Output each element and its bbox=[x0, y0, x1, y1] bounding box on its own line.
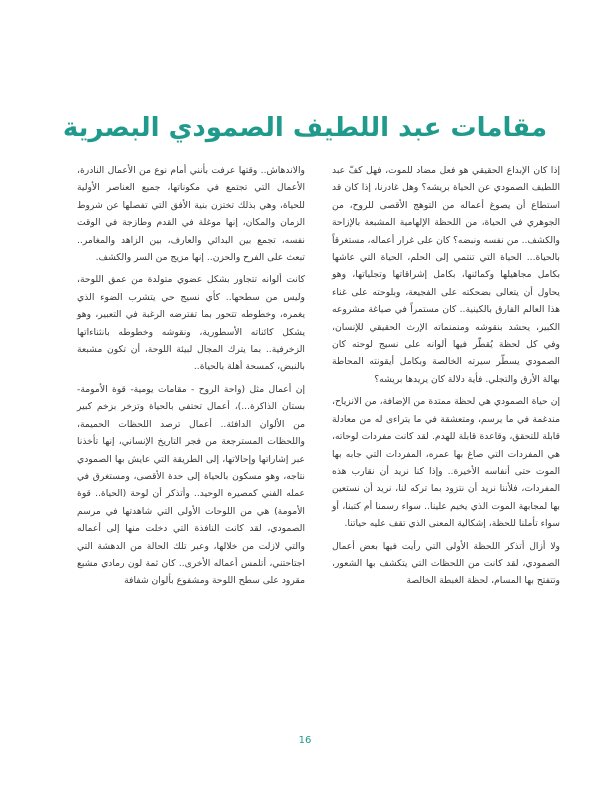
paragraph: والاندهاش.. وقتها عرفت بأنني أمام نوع من الأعمال النادرة، الأعمال التي تجتمع في مكوناتها، جميع العناصر الأولية للحياة، وهي بذلك تختزن بنية الأفق التي تفصلها عن شروط الزمان والمكان، إنها موغلة في القدم وطازجة في الوقت نفسه، تجمع بين البدائي والعارف، بين الزاهد والمغامر.. تبعث على الفرح والحزن.. إنها مزيج من السر والكشف. bbox=[77, 165, 305, 264]
page-title: مقامات عبد اللطيف الصمودي البصرية bbox=[62, 113, 548, 143]
paragraph: إن حياة الصمودي هي لحظة ممتدة من الإضافة، من الانزياح، مندغمة في ما يرسم، ومتعشقة في ما يتراءى له من معادلة قابلة للتحقق، وقاعدة قابلة للهدم. لقد كانت مفردات لوحاته، هي المفردات التي صاغ بها عمره، المفردات التي جابه بها الموت حتى أنفاسه الأخيرة.. وإذا كنا نريد أن نقارب هذه المفردات، فلأننا نريد أن نتزود بما تركه لنا، نريد أن نستعين بها لمجابهة الموت الذي يخيم علينا.. سواء رسمنا أم كتبنا، أو سواء تأملنا للحظة، إشكالية المعنى الذي تقف عليه حياتنا. bbox=[332, 396, 560, 530]
page-number: 16 bbox=[298, 735, 312, 746]
paragraph: كانت ألوانه تتجاور بشكل عضوي متولدة من عمق اللوحة، وليس من سطحها.. كأي نسيج حي يتشرب الضوء الذي يغمره، وخطوطه تتحور بما تفترضه الرغبة في التعبير، وهو يشكل كائناته الأسطورية، ونقوشه وخطوطه بانثناءاتها الزخرفية.. بما يترك المجال لبيئة اللوحة، أن تكون مشبعة بالنبض، كمسحة أهلة بالحياة.. bbox=[77, 274, 305, 373]
text-column-left bbox=[77, 162, 305, 595]
paragraph: إن أعمال مثل (واحة الروح - مقامات يومية- قوة الأمومة- بستان الذاكرة...)، أعمال تحتفي بالحياة وتزخر بزخم كبير من الألوان الدافئة.. أعمال ترصد اللحظات الحميمة، واللحظات المسترجعة من فجر التاريخ الإنساني، إنها تأخذنا عبر إشاراتها وإحالاتها، إلى الطريقة التي عايش بها الصمودي نتاجه، وهو مسكون بالحياة إلى حدة الأقصى، ومستغرق في عمله الفني كمصيره الوحيد.. وأتذكر أن لوحة (الحياة.. قوة الأمومة) هي من اللوحات الأولى التي شاهدتها في مرسم الصمودي، لقد كانت النافذة التي دخلت منها إلى أعماله والتي لازلت من خلالها، وعبر تلك الحالة من الدهشة التي اجتاحتني، أتلمس أعماله الأخرى.. كان ثمة لون رمادي مشبع مقرود على سطح اللوحة ومشفوع بألوان شفافة bbox=[77, 383, 305, 587]
paragraph: إذا كان الإبداع الحقيقي هو فعل مضاد للموت، فهل كفّ عبد اللطيف الصمودي عن الحياة بريشه؟ وهل غادرنا، إذا كان قد استطاع أن يصوغ أعماله من التوهج الأقصى للروح، من الجوهري في الحياة، من اللحظة الإلهامية المشبعة بالإزاحة والكشف.. من نفسه ونبضه؟ كان على غرار أعماله، مستغرقاً بالحياة... الحياة التي تنتمي إلى الحلم، الحياة التي عاشها بكامل مجاهيلها وكمائنها، بكامل إشراقاتها وتجلياتها، وهو يحاول أن يتعالى بضحكته على الفجيعة، وبلوحته على غناء هذا العالم الفارق بالكينية.. كان مستمراً في صياغة مشروعه الكبير، يحشد بنقوشه ومنمنماته الإرث الحقيقي للإنسان، وفي كل لحظة يُقطّر فيها ألوانه على نسيج لوحته كان الصمودي يسطّر سيرته الخالصة وبكامل أيقونته المحاطة بهالة الأرق والتجلي. فأية دلالة كان يريدها بريشه؟ bbox=[332, 165, 560, 385]
paragraph: ولا أزال أتذكر اللحظة الأولى التي رأيت فيها بعض أعمال الصمودي، لقد كانت من اللحظات التي يتكشف بها الشعور، وتتفتح بها المسام، لحظة الغبطة الخالصة bbox=[332, 540, 560, 587]
text-column-right bbox=[332, 162, 560, 595]
